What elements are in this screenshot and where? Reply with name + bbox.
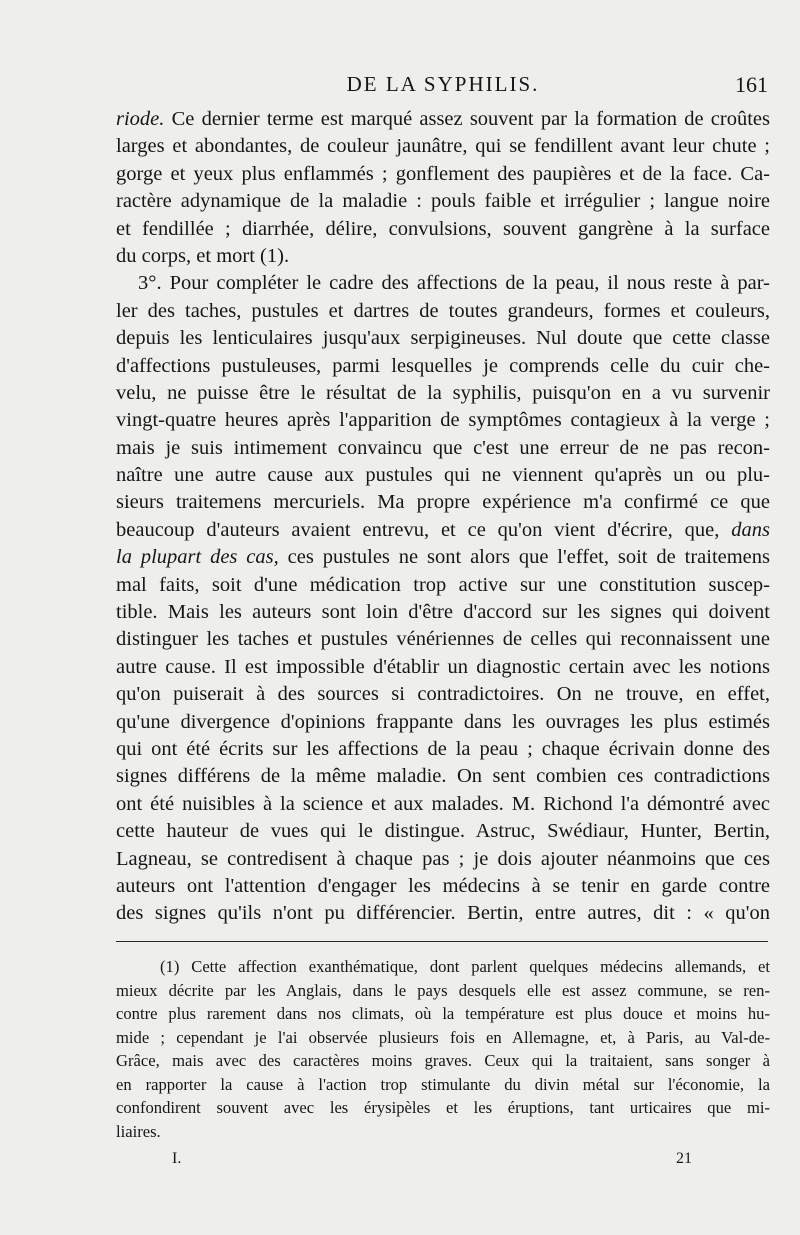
footnote-line: mide ; cependant je l'ai observée plusieurs fois en Allemagne, et, à Paris, au Val-de-: [116, 1027, 770, 1047]
text-run: Lagneau, se contredisent à chaque pas ; je dois ajouter néanmoins que ces: [116, 847, 770, 870]
body-text: [116, 106, 770, 928]
body-line: [116, 709, 770, 736]
body-line: [116, 599, 770, 626]
text-run: vingt-quatre heures après l'apparition de symptômes contagieux à la verge ;: [116, 409, 770, 432]
text-run: velu, ne puisse être le résultat de la syphilis, puisqu'on en a vu survenir: [116, 381, 770, 404]
text-run: larges et abondantes, de couleur jaunâtre, qui se fendillent avant leur chute ;: [116, 135, 770, 158]
body-line: [116, 243, 770, 270]
body-line: [116, 626, 770, 653]
body-line: [116, 435, 770, 462]
footnote-line: Grâce, mais avec des caractères moins graves. Ceux qui la traitaient, sans songer à: [116, 1051, 770, 1070]
body-line: [116, 133, 770, 160]
footnote-line: contre plus rarement dans nos climats, où la température est plus douce et moins hu-: [116, 1004, 770, 1023]
text-run: 3°. Pour compléter le cadre des affections de la peau, il nous reste à par-: [138, 272, 770, 295]
text-run: auteurs ont l'attention d'engager les médecins à se tenir en garde contre: [116, 874, 770, 897]
text-run: mais je suis intimement convaincu que c'est une erreur de ne pas recon-: [116, 436, 770, 459]
text-run: cette hauteur de vues qui le distingue. Astruc, Swédiaur, Hunter, Bertin,: [116, 820, 770, 843]
signature-volume: I.: [172, 1150, 182, 1167]
footnote-line: confondirent souvent avec les érysipèles et les éruptions, tant urticaires que mi-: [116, 1098, 770, 1117]
text-run: beaucoup d'auteurs avaient entrevu, et ce qu'on vient d'écrire, que,: [116, 518, 732, 541]
body-line: [116, 161, 770, 188]
text-run: qu'on puiserait à des sources si contradictoires. On ne trouve, en effet,: [116, 683, 770, 706]
body-line: [116, 325, 770, 352]
body-line: [116, 188, 770, 215]
text-run: qui ont été écrits sur les affections de la peau ; chaque écrivain donne des: [116, 737, 770, 760]
body-line: [116, 818, 770, 845]
body-line: [116, 462, 770, 489]
footnote-line: mieux décrite par les Anglais, dans le pays desquels elle est assez commune, se ren-: [116, 980, 770, 1000]
italic-run: la plupart des cas,: [116, 546, 279, 569]
text-run: autre cause. Il est impossible d'établir un diagnostic certain avec les notions: [116, 655, 770, 678]
body-line: [116, 353, 770, 380]
body-line: [116, 900, 770, 927]
body-line: [116, 791, 770, 818]
body-line: [116, 106, 770, 133]
body-line: [116, 572, 770, 599]
text-run: distinguer les taches et pustules vénériennes de celles qui reconnaissent une: [116, 628, 770, 651]
body-line: [116, 873, 770, 900]
text-run: Ce dernier terme est marqué assez souvent par la formation de croûtes: [164, 108, 770, 130]
page-number: 161: [735, 72, 768, 97]
body-line: [116, 270, 770, 297]
text-run: mal faits, soit d'une médication trop active sur une constitution suscep-: [116, 573, 770, 596]
text-run: qu'une divergence d'opinions frappante dans les ouvrages les plus estimés: [116, 710, 770, 733]
text-run: ces pustules ne sont alors que l'effet, soit de traitemens: [278, 546, 771, 569]
body-line: [116, 654, 770, 681]
body-line: [116, 681, 770, 708]
text-run: d'affections pustuleuses, parmi lesquelles je comprends celle du cuir che-: [116, 354, 770, 377]
text-run: depuis les lenticulaires jusqu'aux serpigineuses. Nul doute que cette classe: [116, 327, 770, 350]
signature-sheet: 21: [676, 1150, 692, 1167]
text-run: ractère adynamique de la maladie : pouls faible et irrégulier ; langue noire: [116, 190, 770, 213]
text-run: sieurs traitemens mercuriels. Ma propre expérience m'a confirmé ce que: [116, 491, 770, 514]
italic-run: dans: [731, 518, 770, 541]
body-line: [116, 763, 770, 790]
text-run: signes différens de la même maladie. On sent combien ces contradictions: [116, 765, 770, 788]
body-line: [116, 298, 770, 325]
footnote-line: liaires.: [116, 1121, 161, 1141]
footnote-line: en rapporter la cause à l'action trop stimulante du divin métal sur l'économie, la: [116, 1074, 770, 1094]
text-run: naître une autre cause aux pustules qui ne viennent qu'après un ou plu-: [116, 464, 770, 487]
text-run: tible. Mais les auteurs sont loin d'être d'accord sur les signes qui doivent: [116, 601, 770, 624]
body-line: [116, 544, 770, 571]
running-title: DE LA SYPHILIS.: [346, 72, 540, 96]
body-line: [116, 489, 770, 516]
text-run: gorge et yeux plus enflammés ; gonflement des paupières et de la face. Ca-: [116, 162, 770, 185]
text-run: ler des taches, pustules et dartres de toutes grandeurs, formes et couleurs,: [116, 299, 770, 322]
footnote-rule: [116, 941, 768, 942]
footnote-line: (1) Cette affection exanthématique, dont parlent quelques médecins allemands, et: [160, 957, 770, 976]
running-head: [116, 72, 770, 100]
body-line: [116, 736, 770, 763]
body-line: [116, 216, 770, 243]
text-run: ont été nuisibles à la science et aux malades. M. Richond l'a démontré avec: [116, 792, 770, 815]
footnote-block: [116, 955, 770, 1143]
body-line: [116, 517, 770, 544]
body-line: [116, 846, 770, 873]
italic-run: riode.: [116, 108, 165, 130]
text-run: des signes qu'ils n'ont pu différencier. Bertin, entre autres, dit : « qu'on: [116, 902, 770, 925]
text-run: et fendillée ; diarrhée, délire, convulsions, souvent gangrène à la surface: [116, 217, 770, 240]
body-line: [116, 380, 770, 407]
body-line: [116, 407, 770, 434]
text-run: du corps, et mort (1).: [116, 244, 290, 267]
